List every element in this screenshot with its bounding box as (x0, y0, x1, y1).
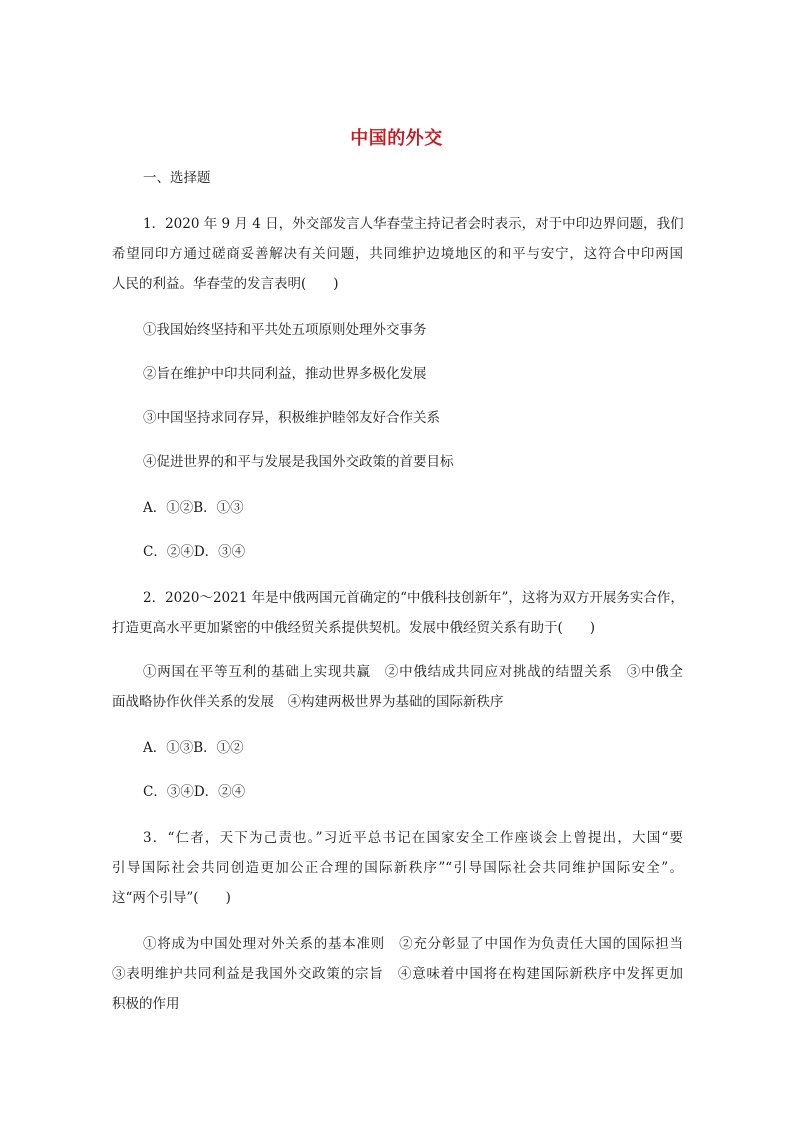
q2-stem-line-2: 打造更高水平更加紧密的中俄经贸关系提供契机。发展中俄经贸关系有助于( ) (112, 620, 596, 636)
q1-choices-cd: C．②④D．③④ (143, 544, 246, 560)
q1-option-2: ②旨在维护中印共同利益，推动世界多极化发展 (143, 366, 427, 382)
q2-choices-cd: C．③④D．②④ (143, 784, 246, 800)
q3-option-line-3: 积极的作用 (112, 996, 180, 1012)
q1-stem-line-3: 人民的利益。华春莹的发言表明( ) (112, 276, 339, 292)
q1-option-3: ③中国坚持求同存异，积极维护睦邻友好合作关系 (143, 410, 440, 426)
q3-stem-line-2: 引导国际社会共同创造更加公正合理的国际新秩序”“引导国际社会共同维护国际安全”。 (112, 860, 683, 876)
q3-option-line-1: ①将成为中国处理对外关系的基本准则 ②充分彰显了中国作为负责任大国的国际担当 (143, 936, 683, 952)
q2-choices-ab: A．①③B．①② (143, 740, 244, 756)
q3-option-line-2: ③表明维护共同利益是我国外交政策的宗旨 ④意味着中国将在构建国际新秩序中发挥更加 (112, 966, 683, 982)
q1-option-4: ④促进世界的和平与发展是我国外交政策的首要目标 (143, 454, 454, 470)
document-title: 中国的外交 (350, 128, 443, 149)
q3-stem-line-3: 这“两个引导”( ) (112, 890, 231, 906)
q1-choices-ab: A．①②B．①③ (143, 500, 244, 516)
q2-option-line-2: 面战略协作伙伴关系的发展 ④构建两极世界为基础的国际新秩序 (112, 694, 504, 710)
q2-option-line-1: ①两国在平等互利的基础上实现共赢 ②中俄结成共同应对挑战的结盟关系 ③中俄全 (143, 664, 683, 680)
q2-stem-line-1: 2．2020～2021 年是中俄两国元首确定的“中俄科技创新年”，这将为双方开展务实合作， (143, 590, 684, 606)
q1-option-1: ①我国始终坚持和平共处五项原则处理外交事务 (143, 322, 427, 338)
q3-stem-line-1: 3．“仁者，天下为己责也。”习近平总书记在国家安全工作座谈会上曾提出，大国“要 (143, 830, 683, 846)
q1-stem-line-2: 希望同印方通过磋商妥善解决有关问题，共同维护边境地区的和平与安宁，这符合中印两国 (112, 246, 683, 262)
section-heading: 一、选择题 (143, 170, 211, 186)
q1-stem-line-1: 1．2020 年 9 月 4 日，外交部发言人华春莹主持记者会时表示，对于中印边界问题，我们 (143, 216, 684, 232)
